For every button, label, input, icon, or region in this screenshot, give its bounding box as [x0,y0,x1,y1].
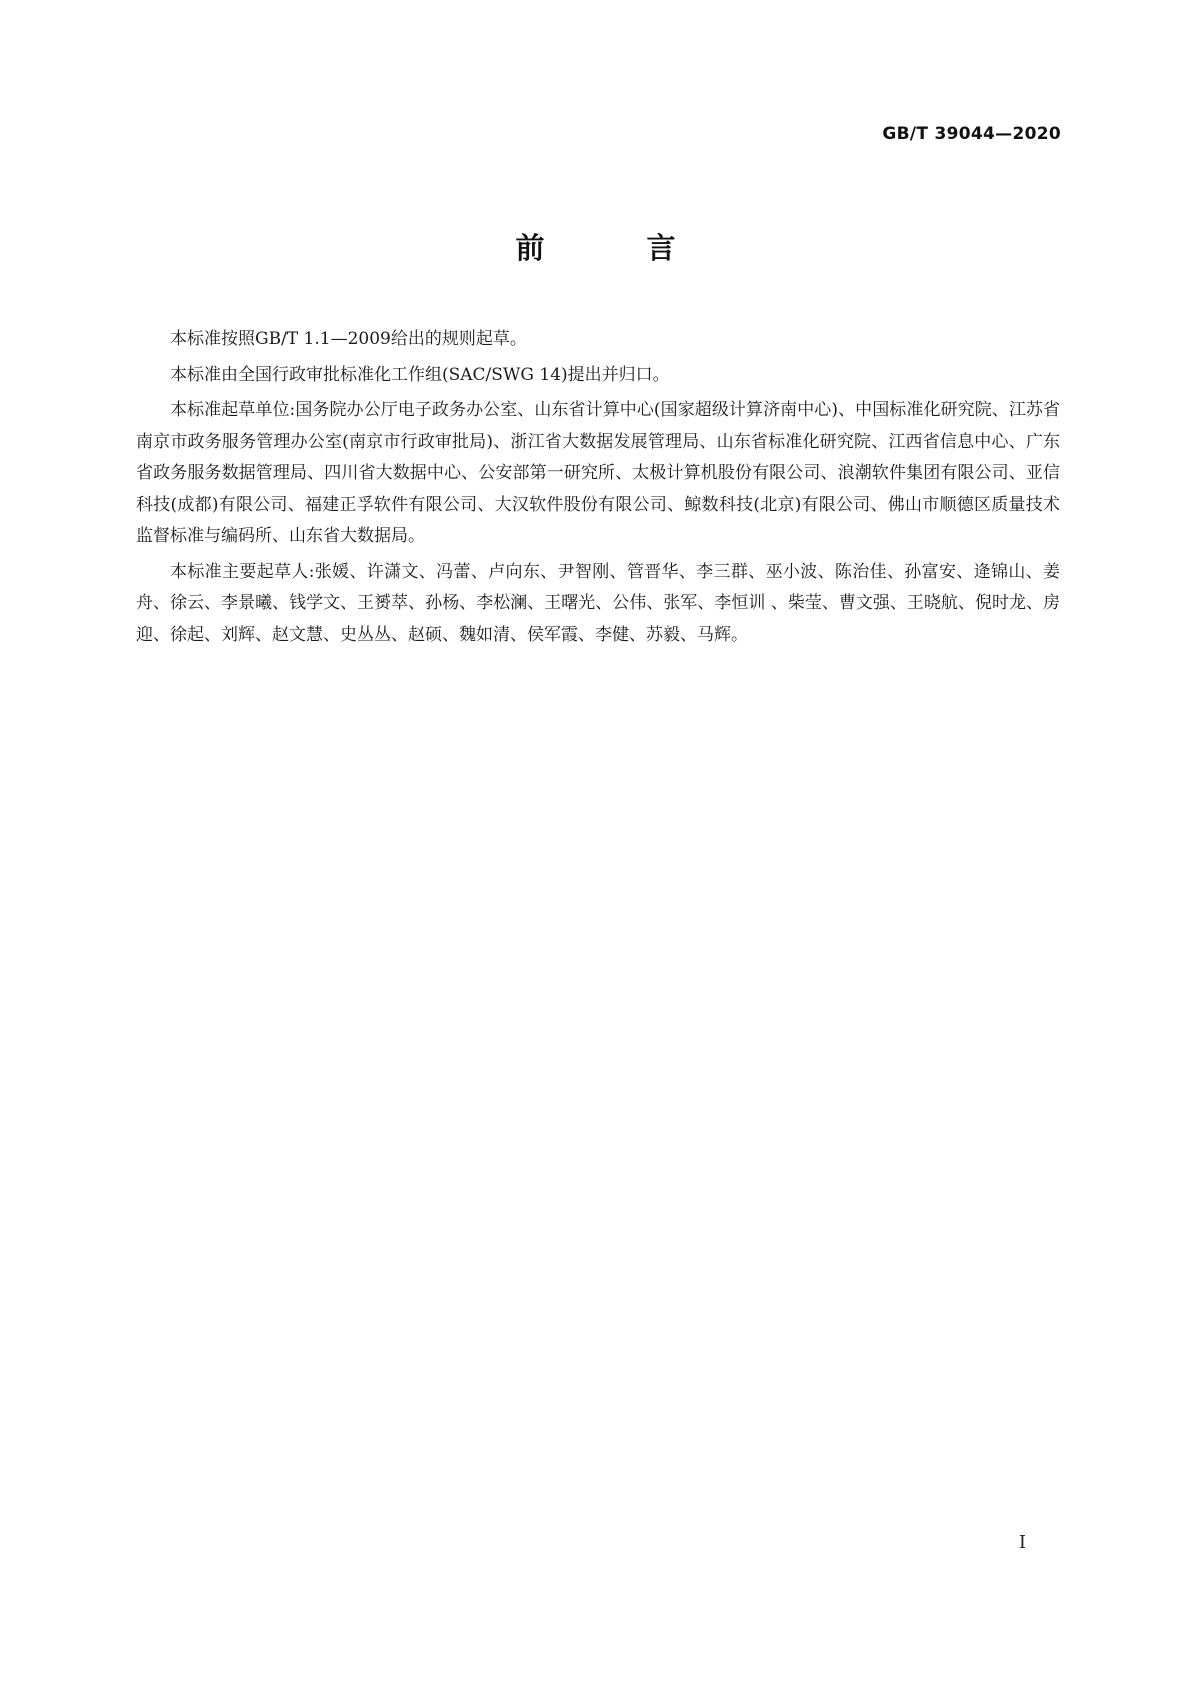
paragraph-drafters: 本标准主要起草人:张媛、许潇文、冯蕾、卢向东、尹智刚、管晋华、李三群、巫小波、陈治佳、孙富安、逄锦山、姜舟、徐云、李景曦、钱学文、王赟萃、孙杨、李松澜、王曙光、公伟、张军、李恒训 、柴莹、曹文强、王晓航、倪时龙、房迎、徐起、刘辉、赵文慧、史丛丛、赵硕、魏如清、侯军霞、李健、苏毅、马辉。 [136,561,1060,645]
paragraph-proposer: 本标准由全国行政审批标准化工作组(SAC/SWG 14)提出并归口。 [170,364,670,385]
paragraph-drafting-rules: 本标准按照GB/T 1.1—2009给出的规则起草。 [170,329,527,349]
page-title: 前 言 [515,231,722,265]
standard-number: GB/T 39044—2020 [882,124,1061,144]
preface-body [136,324,1060,655]
page-number: I [1018,1532,1026,1553]
paragraph-drafting-units: 本标准起草单位:国务院办公厅电子政务办公室、山东省计算中心(国家超级计算济南中心)、中国标准化研究院、江苏省南京市政务服务管理办公室(南京市行政审批局)、浙江省大数据发展管理局、山东省标准化研究院、江西省信息中心、广东省政务服务数据管理局、四川省大数据中心、公安部第一研究所、太极计算机股份有限公司、浪潮软件集团有限公司、亚信科技(成都)有限公司、福建正孚软件有限公司、大汉软件股份有限公司、鲸数科技(北京)有限公司、佛山市顺德区质量技术监督标准与编码所、山东省大数据局。 [136,400,1060,546]
